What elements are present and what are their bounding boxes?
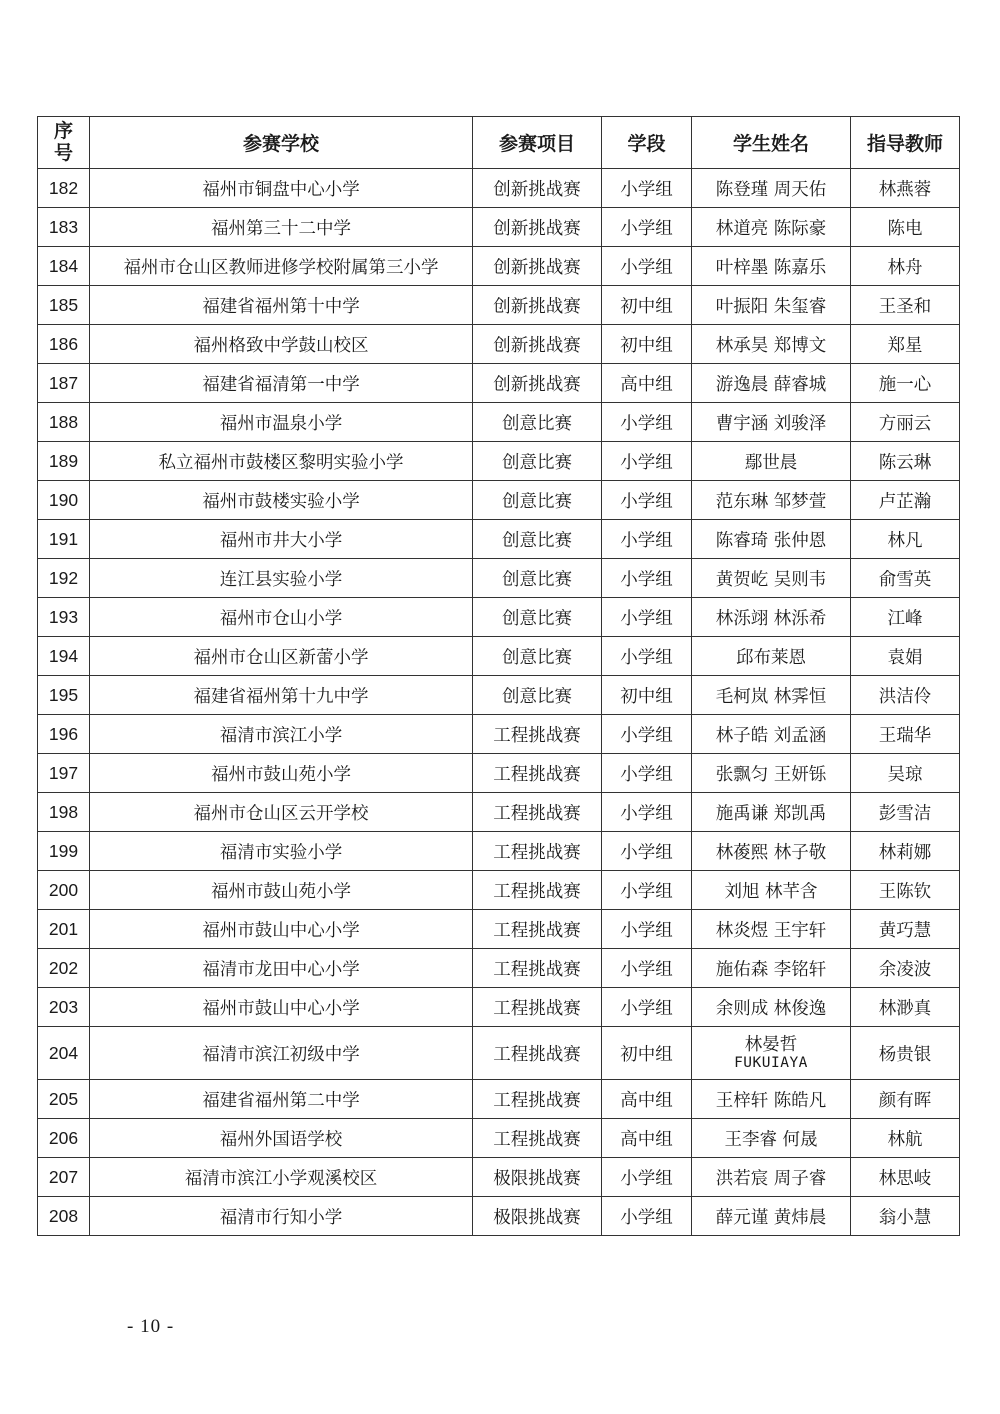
cell-students: 鄢世晨 — [692, 442, 851, 481]
student-name-line2: FUKUIAYA — [734, 1054, 808, 1071]
cell-seq: 204 — [38, 1027, 90, 1080]
cell-students: 范东琳 邹梦萱 — [692, 481, 851, 520]
table-row — [38, 871, 960, 910]
cell-project: 极限挑战赛 — [473, 1158, 602, 1197]
cell-teacher: 施一心 — [851, 364, 960, 403]
cell-school: 福建省福清第一中学 — [90, 364, 473, 403]
header-seq-line2: 号 — [53, 141, 73, 164]
cell-school: 连江县实验小学 — [90, 559, 473, 598]
cell-school: 福州市井大小学 — [90, 520, 473, 559]
cell-seq: 199 — [38, 832, 90, 871]
cell-school: 福建省福州第二中学 — [90, 1080, 473, 1119]
cell-school: 福建省福州第十中学 — [90, 286, 473, 325]
cell-level: 小学组 — [602, 598, 692, 637]
cell-seq: 184 — [38, 247, 90, 286]
cell-seq: 192 — [38, 559, 90, 598]
cell-school: 福清市龙田中心小学 — [90, 949, 473, 988]
cell-teacher: 余凌波 — [851, 949, 960, 988]
cell-school: 福建省福州第十九中学 — [90, 676, 473, 715]
cell-seq: 189 — [38, 442, 90, 481]
cell-school: 福州市仓山小学 — [90, 598, 473, 637]
cell-teacher: 林凡 — [851, 520, 960, 559]
table-row — [38, 1119, 960, 1158]
cell-level: 小学组 — [602, 403, 692, 442]
cell-teacher: 陈云琳 — [851, 442, 960, 481]
cell-project: 创新挑战赛 — [473, 169, 602, 208]
cell-seq: 195 — [38, 676, 90, 715]
cell-teacher: 杨贵银 — [851, 1027, 960, 1080]
table-row — [38, 442, 960, 481]
table-header-row — [38, 117, 960, 169]
cell-seq: 208 — [38, 1197, 90, 1236]
cell-school: 福州第三十二中学 — [90, 208, 473, 247]
table-row — [38, 364, 960, 403]
cell-teacher: 林莉娜 — [851, 832, 960, 871]
cell-students: 黄贺屹 吴则韦 — [692, 559, 851, 598]
cell-teacher: 洪洁伶 — [851, 676, 960, 715]
cell-teacher: 王陈钦 — [851, 871, 960, 910]
cell-project: 创意比赛 — [473, 637, 602, 676]
cell-level: 小学组 — [602, 559, 692, 598]
cell-students: 张飘匀 王妍铄 — [692, 754, 851, 793]
cell-school: 福州市仓山区教师进修学校附属第三小学 — [90, 247, 473, 286]
cell-school: 福州外国语学校 — [90, 1119, 473, 1158]
table-row — [38, 949, 960, 988]
cell-level: 小学组 — [602, 1158, 692, 1197]
table-row — [38, 481, 960, 520]
table-row — [38, 286, 960, 325]
cell-school: 福州市仓山区云开学校 — [90, 793, 473, 832]
cell-teacher: 吴琼 — [851, 754, 960, 793]
header-school: 参赛学校 — [90, 117, 473, 169]
cell-teacher: 郑星 — [851, 325, 960, 364]
cell-school: 福清市实验小学 — [90, 832, 473, 871]
cell-level: 初中组 — [602, 1027, 692, 1080]
cell-level: 小学组 — [602, 871, 692, 910]
cell-project: 创新挑战赛 — [473, 247, 602, 286]
cell-teacher: 林航 — [851, 1119, 960, 1158]
header-students: 学生姓名 — [692, 117, 851, 169]
cell-level: 高中组 — [602, 1080, 692, 1119]
table-row — [38, 208, 960, 247]
cell-project: 工程挑战赛 — [473, 949, 602, 988]
cell-level: 小学组 — [602, 169, 692, 208]
cell-teacher: 俞雪英 — [851, 559, 960, 598]
cell-seq: 206 — [38, 1119, 90, 1158]
cell-project: 工程挑战赛 — [473, 832, 602, 871]
cell-seq: 205 — [38, 1080, 90, 1119]
cell-school: 福州市鼓山中心小学 — [90, 988, 473, 1027]
cell-school: 福清市滨江小学观溪校区 — [90, 1158, 473, 1197]
cell-level: 初中组 — [602, 325, 692, 364]
header-seq-line1: 序 — [53, 119, 73, 142]
cell-project: 创意比赛 — [473, 559, 602, 598]
cell-students: 洪若宸 周子睿 — [692, 1158, 851, 1197]
cell-level: 小学组 — [602, 247, 692, 286]
table-row — [38, 637, 960, 676]
cell-project: 创意比赛 — [473, 598, 602, 637]
cell-school: 福清市滨江小学 — [90, 715, 473, 754]
cell-seq: 201 — [38, 910, 90, 949]
cell-seq: 193 — [38, 598, 90, 637]
table-row — [38, 1158, 960, 1197]
cell-project: 创意比赛 — [473, 481, 602, 520]
participants-table — [37, 116, 960, 1236]
cell-seq: 183 — [38, 208, 90, 247]
cell-project: 工程挑战赛 — [473, 988, 602, 1027]
cell-teacher: 卢芷瀚 — [851, 481, 960, 520]
cell-seq: 194 — [38, 637, 90, 676]
table-body — [38, 169, 960, 1236]
cell-teacher: 王圣和 — [851, 286, 960, 325]
cell-project: 创意比赛 — [473, 403, 602, 442]
cell-project: 工程挑战赛 — [473, 910, 602, 949]
cell-school: 福清市行知小学 — [90, 1197, 473, 1236]
cell-teacher: 颜有晖 — [851, 1080, 960, 1119]
cell-students: 林炎煜 王宇轩 — [692, 910, 851, 949]
cell-teacher: 黄巧慧 — [851, 910, 960, 949]
cell-seq: 198 — [38, 793, 90, 832]
cell-level: 小学组 — [602, 520, 692, 559]
cell-students: 叶振阳 朱玺睿 — [692, 286, 851, 325]
cell-seq: 196 — [38, 715, 90, 754]
header-level: 学段 — [602, 117, 692, 169]
cell-seq: 190 — [38, 481, 90, 520]
cell-students: 林承昊 郑博文 — [692, 325, 851, 364]
cell-students: 刘旭 林芊含 — [692, 871, 851, 910]
cell-students: 薛元谨 黄炜晨 — [692, 1197, 851, 1236]
cell-level: 小学组 — [602, 910, 692, 949]
table-row — [38, 325, 960, 364]
cell-teacher: 方丽云 — [851, 403, 960, 442]
cell-school: 福清市滨江初级中学 — [90, 1027, 473, 1080]
cell-project: 工程挑战赛 — [473, 871, 602, 910]
cell-seq: 203 — [38, 988, 90, 1027]
cell-teacher: 陈电 — [851, 208, 960, 247]
table-row — [38, 676, 960, 715]
cell-seq: 207 — [38, 1158, 90, 1197]
header-project: 参赛项目 — [473, 117, 602, 169]
cell-school: 福州市鼓山中心小学 — [90, 910, 473, 949]
cell-students: 余则成 林俊逸 — [692, 988, 851, 1027]
cell-project: 创意比赛 — [473, 520, 602, 559]
table-row — [38, 559, 960, 598]
cell-seq: 187 — [38, 364, 90, 403]
cell-students: 林泺翊 林泺希 — [692, 598, 851, 637]
cell-level: 初中组 — [602, 676, 692, 715]
cell-students — [692, 1027, 851, 1080]
cell-level: 小学组 — [602, 1197, 692, 1236]
cell-students: 游逸晨 薛睿城 — [692, 364, 851, 403]
cell-school: 福州市铜盘中心小学 — [90, 169, 473, 208]
cell-teacher: 林燕蓉 — [851, 169, 960, 208]
student-name-line1: 林晏哲 — [744, 1034, 798, 1055]
cell-level: 小学组 — [602, 637, 692, 676]
cell-seq: 188 — [38, 403, 90, 442]
cell-students: 邱布莱恩 — [692, 637, 851, 676]
table-row — [38, 1080, 960, 1119]
cell-project: 工程挑战赛 — [473, 793, 602, 832]
cell-students: 林道亮 陈际豪 — [692, 208, 851, 247]
header-teacher: 指导教师 — [851, 117, 960, 169]
table-row — [38, 910, 960, 949]
cell-seq: 202 — [38, 949, 90, 988]
cell-seq: 182 — [38, 169, 90, 208]
cell-project: 工程挑战赛 — [473, 715, 602, 754]
table-row — [38, 169, 960, 208]
cell-teacher: 王瑞华 — [851, 715, 960, 754]
cell-project: 创意比赛 — [473, 442, 602, 481]
cell-seq: 191 — [38, 520, 90, 559]
cell-school: 福州市鼓楼实验小学 — [90, 481, 473, 520]
table-row — [38, 1197, 960, 1236]
cell-level: 小学组 — [602, 793, 692, 832]
cell-level: 小学组 — [602, 754, 692, 793]
cell-level: 小学组 — [602, 715, 692, 754]
cell-teacher: 林渺真 — [851, 988, 960, 1027]
cell-school: 福州市温泉小学 — [90, 403, 473, 442]
cell-teacher: 林舟 — [851, 247, 960, 286]
cell-project: 创新挑战赛 — [473, 364, 602, 403]
cell-level: 小学组 — [602, 481, 692, 520]
table-row — [38, 247, 960, 286]
table-row — [38, 403, 960, 442]
cell-project: 创新挑战赛 — [473, 325, 602, 364]
cell-project: 工程挑战赛 — [473, 754, 602, 793]
cell-level: 小学组 — [602, 988, 692, 1027]
table-row — [38, 715, 960, 754]
table-row — [38, 598, 960, 637]
cell-school: 私立福州市鼓楼区黎明实验小学 — [90, 442, 473, 481]
cell-school: 福州市仓山区新蕾小学 — [90, 637, 473, 676]
cell-students: 毛柯岚 林霁恒 — [692, 676, 851, 715]
table-row — [38, 793, 960, 832]
cell-students: 林子皓 刘孟涵 — [692, 715, 851, 754]
cell-project: 工程挑战赛 — [473, 1119, 602, 1158]
cell-seq: 185 — [38, 286, 90, 325]
cell-level: 小学组 — [602, 208, 692, 247]
cell-project: 创新挑战赛 — [473, 286, 602, 325]
page-number: - 10 - — [127, 1316, 175, 1337]
cell-level: 高中组 — [602, 1119, 692, 1158]
cell-level: 小学组 — [602, 442, 692, 481]
cell-students: 陈登瑾 周天佑 — [692, 169, 851, 208]
cell-students: 王李睿 何晟 — [692, 1119, 851, 1158]
cell-seq: 200 — [38, 871, 90, 910]
cell-level: 初中组 — [602, 286, 692, 325]
cell-level: 小学组 — [602, 949, 692, 988]
cell-teacher: 翁小慧 — [851, 1197, 960, 1236]
cell-project: 极限挑战赛 — [473, 1197, 602, 1236]
cell-teacher: 江峰 — [851, 598, 960, 637]
cell-seq: 186 — [38, 325, 90, 364]
cell-school: 福州格致中学鼓山校区 — [90, 325, 473, 364]
cell-students: 林葰熙 林子敬 — [692, 832, 851, 871]
cell-students: 施禹谦 郑凯禹 — [692, 793, 851, 832]
cell-teacher: 彭雪洁 — [851, 793, 960, 832]
cell-students: 陈睿琦 张仲恩 — [692, 520, 851, 559]
cell-teacher: 林思岐 — [851, 1158, 960, 1197]
table-row — [38, 520, 960, 559]
table-row — [38, 832, 960, 871]
cell-level: 小学组 — [602, 832, 692, 871]
table-row — [38, 1027, 960, 1080]
cell-students: 叶梓墨 陈嘉乐 — [692, 247, 851, 286]
cell-level: 高中组 — [602, 364, 692, 403]
header-seq — [38, 117, 90, 169]
cell-teacher: 袁娟 — [851, 637, 960, 676]
cell-school: 福州市鼓山苑小学 — [90, 871, 473, 910]
cell-project: 创意比赛 — [473, 676, 602, 715]
table-row — [38, 754, 960, 793]
cell-students: 曹宇涵 刘骏泽 — [692, 403, 851, 442]
cell-school: 福州市鼓山苑小学 — [90, 754, 473, 793]
cell-project: 工程挑战赛 — [473, 1080, 602, 1119]
roster-sheet — [37, 116, 959, 1236]
cell-seq: 197 — [38, 754, 90, 793]
cell-project: 创新挑战赛 — [473, 208, 602, 247]
cell-students: 施佑森 李铭轩 — [692, 949, 851, 988]
table-row — [38, 988, 960, 1027]
cell-students: 王梓轩 陈皓凡 — [692, 1080, 851, 1119]
cell-project: 工程挑战赛 — [473, 1027, 602, 1080]
